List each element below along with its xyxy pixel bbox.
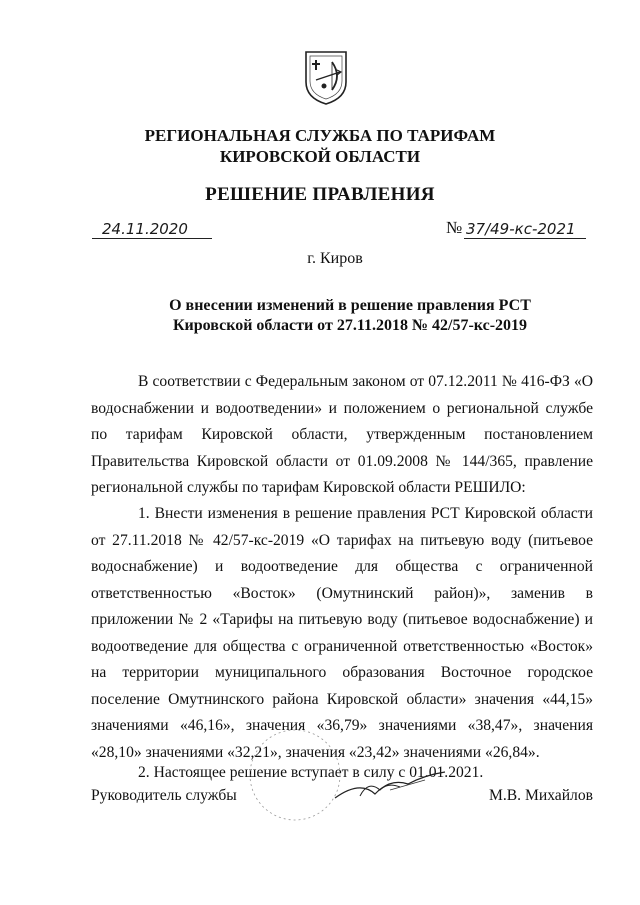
subject-line1: О внесении изменений в решение правления РСТ xyxy=(169,297,531,314)
decision-item-1: 1. Внести изменения в решение правления РСТ Кировской области от 27.11.2018 № 42/57-кс-2019 «О тарифах на питьевую воду (питьевое водоснабжение) и водоотведение для общества с ограниченной ответственностью «Восток» (Омутнинский район)», заменив в приложении № 2 «Тарифы на питьевую воду (питьевое водоснабжение) и водоотведение для общества с ограниченной ответственностью «Восток» на территории муниципального образования Восточное городское поселение Омутнинского района Кировской области» значения «44,15» значениями «46,16», значения «36,79» значениями «38,47», значения «28,10» значениями «32,21», значения «23,42» значениями «26,84». xyxy=(91,505,593,761)
document-title: РЕШЕНИЕ ПРАВЛЕНИЯ xyxy=(205,184,435,205)
subject-line2: Кировской области от 27.11.2018 № 42/57-кс-2019 xyxy=(172,317,528,334)
kirov-oblast-coat-of-arms-icon xyxy=(302,48,350,106)
signatory-name: М.В. Михайлов xyxy=(489,787,593,804)
document-number: 37/49-кс-2021 xyxy=(464,220,586,239)
signature-stamp xyxy=(240,720,470,830)
document-date: 24.11.2020 xyxy=(92,220,212,239)
city-line: г. Киров xyxy=(307,250,363,267)
signatory-role: Руководитель службы xyxy=(91,787,237,804)
decision-item-2: 2. Настоящее решение вступает в силу с 01.01.2021. xyxy=(138,764,484,781)
number-prefix: № xyxy=(446,218,463,237)
org-title-line2: КИРОВСКОЙ ОБЛАСТИ xyxy=(219,147,421,166)
org-title-line1: РЕГИОНАЛЬНАЯ СЛУЖБА ПО ТАРИФАМ xyxy=(144,126,496,145)
preamble-paragraph: В соответствии с Федеральным законом от 07.12.2011 № 416-ФЗ «О водоснабжении и водоотведении» и положением о региональной службе по тарифам Кировской области, утвержденным постановлением Правительства Кировской области от 01.09.2008 № 144/365, правление региональной службы по тарифам Кировской области РЕШИЛО: xyxy=(91,373,593,496)
